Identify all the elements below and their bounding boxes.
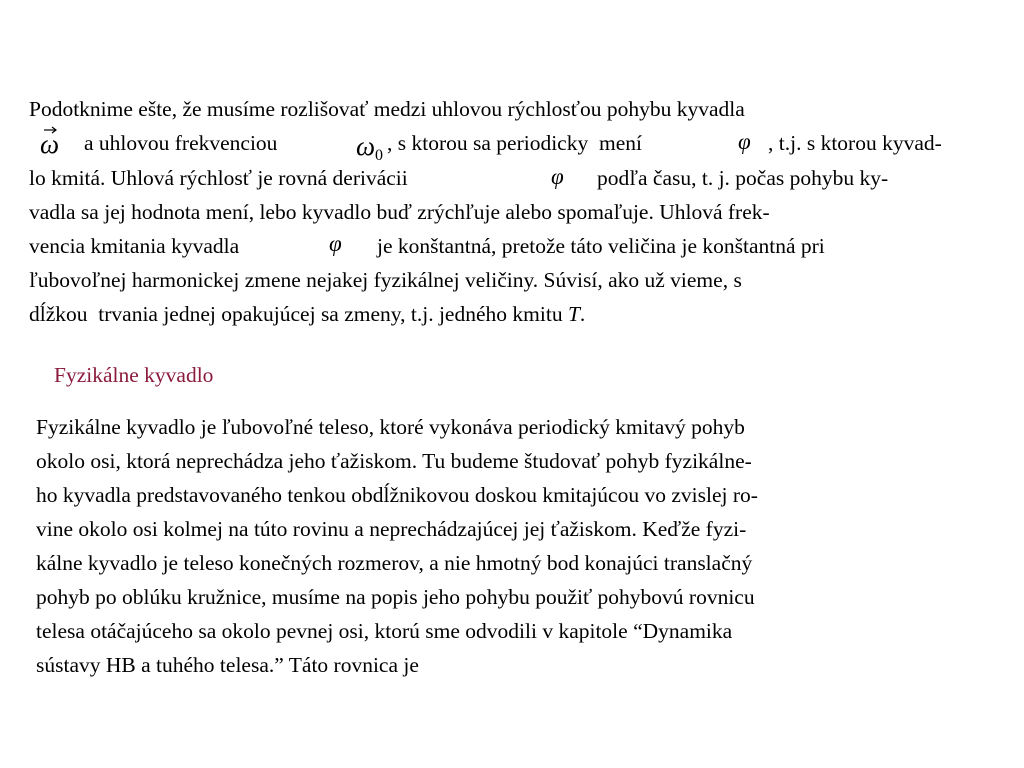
paragraph1-line-6: ľubovoľnej harmonickej zmene nejakej fyzikálnej veličiny. Súvisí, ako už vieme, s [29,268,742,292]
paragraph1-line-7 [29,301,585,327]
paragraph1-line-5a: vencia kmitania kyvadla [29,234,240,258]
paragraph2-line-3: ho kyvadla predstavovaného tenkou obdĺžnikovou doskou kmitajúcou vo zvislej ro- [36,483,758,507]
paragraph1-line-3a: lo kmitá. Uhlová rýchlosť je rovná derivácii [29,166,408,190]
paragraph1-line-2c: , t.j. s ktorou kyvad- [768,131,942,155]
paragraph1-line-1: Podotknime ešte, že musíme rozlišovať medzi uhlovou rýchlosťou pohybu kyvadla [29,97,745,121]
paragraph2-line-5: kálne kyvadlo je teleso konečných rozmerov, a nie hmotný bod konajúci translačný [36,551,753,575]
paragraph2-line-4: vine okolo osi kolmej na túto rovinu a neprechádzajúcej jej ťažiskom. Keďže fyzi- [36,517,747,541]
paragraph2-line-6: pohyb po oblúku kružnice, musíme na popis jeho pohybu použiť pohybovú rovnicu [36,585,755,609]
omega-zero-subscript: 0 [375,147,383,164]
period-symbol-T: T [567,302,580,326]
paragraph1-line-4: vadla sa jej hodnota mení, lebo kyvadlo buď zrýchľuje alebo spomaľuje. Uhlová frek- [29,200,770,224]
paragraph2-line-8: sústavy HB a tuhého telesa.” Táto rovnica je [36,653,419,677]
phi-symbol-1: φ [738,129,751,154]
phi-symbol-3: φ [329,231,342,256]
paragraph1-line-5b: je konštantná, pretože táto veličina je konštantná pri [377,234,825,258]
section-heading: Fyzikálne kyvadlo [54,363,214,387]
paragraph2-line-1: Fyzikálne kyvadlo je ľubovoľné teleso, ktoré vykonáva periodický kmitavý pohyb [36,415,745,439]
paragraph1-line-2b: , s ktorou sa periodicky mení [387,131,642,155]
paragraph1-line-3b: podľa času, t. j. počas pohybu ky- [597,166,889,190]
paragraph1-line-7-text: dĺžkou trvania jednej opakujúcej sa zmeny, t.j. jedného kmitu [29,302,563,326]
line-end-period: . [579,302,586,326]
omega-vector-symbol: ω [40,129,60,159]
vector-arrow-icon [44,126,58,134]
phi-symbol-2: φ [551,164,564,189]
paragraph2-line-7: telesa otáčajúceho sa okolo pevnej osi, ktorú sme odvodili v kapitole “Dynamika [36,619,733,643]
paragraph2-line-2: okolo osi, ktorá neprechádza jeho ťažiskom. Tu budeme študovať pohyb fyzikálne- [36,449,752,473]
paragraph1-line-2a: a uhlovou frekvenciou [84,131,278,155]
omega-zero-symbol: ω [356,131,376,161]
